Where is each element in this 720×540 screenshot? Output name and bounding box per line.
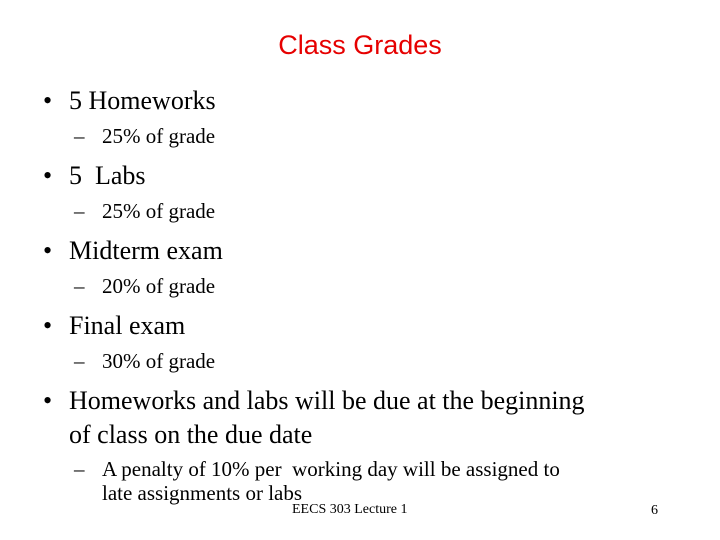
bullet-symbol: • — [43, 236, 53, 265]
bullet-text-line-1: Homeworks and labs will be due at the beginning — [69, 386, 585, 415]
page-number: 6 — [651, 503, 658, 518]
sub-bullet-text-line-1: A penalty of 10% per working day will be assigned to — [102, 457, 560, 481]
slide-title: Class Grades — [278, 30, 442, 60]
bullet-text: 5 Homeworks — [69, 86, 216, 115]
dash-symbol: – — [74, 457, 85, 481]
sub-bullet-text: 25% of grade — [102, 124, 216, 148]
bullet-text: Final exam — [69, 311, 186, 340]
sub-bullet-text-line-2: late assignments or labs — [102, 481, 303, 505]
bullet-symbol: • — [43, 86, 53, 115]
bullet-text: Midterm exam — [69, 236, 223, 265]
slide-footer: EECS 303 Lecture 1 — [292, 502, 408, 517]
bullet-symbol: • — [43, 386, 53, 415]
dash-symbol: – — [74, 274, 85, 298]
dash-symbol: – — [74, 199, 85, 223]
dash-symbol: – — [74, 349, 85, 373]
dash-symbol: – — [74, 124, 85, 148]
sub-bullet-text: 25% of grade — [102, 199, 216, 223]
bullet-text: 5 Labs — [69, 161, 146, 190]
sub-bullet-text: 20% of grade — [102, 274, 216, 298]
bullet-symbol: • — [43, 161, 53, 190]
sub-bullet-text: 30% of grade — [102, 349, 216, 373]
bullet-symbol: • — [43, 311, 53, 340]
bullet-text-line-2: of class on the due date — [69, 420, 313, 449]
